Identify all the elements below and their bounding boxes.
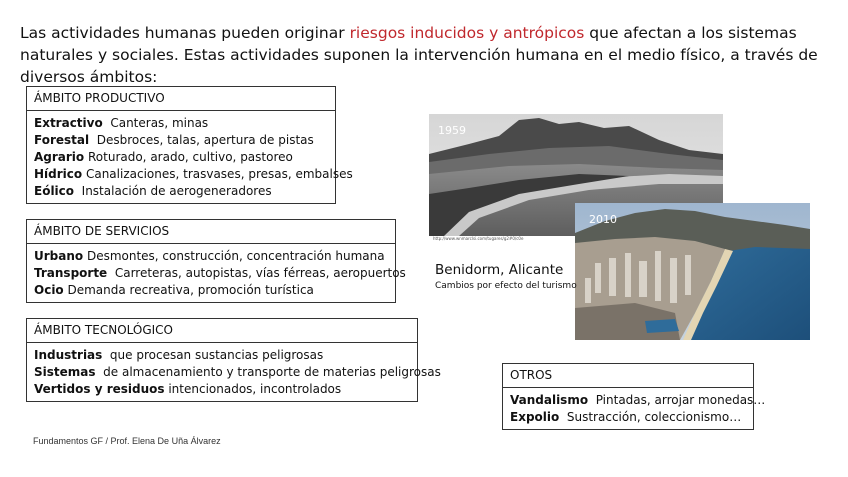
list-item: Transporte Carreteras, autopistas, vías férreas, aeropuertos (34, 266, 406, 280)
photo-caption-subtitle: Cambios por efecto del turismo (435, 281, 577, 291)
box-productivo (26, 86, 353, 204)
box-servicios (26, 219, 406, 303)
list-item: Vandalismo Pintadas, arrojar monedas… (510, 393, 766, 407)
list-item: Sistemas de almacenamiento y transporte de materias peligrosas (34, 365, 441, 379)
photo-caption-title: Benidorm, Alicante (435, 262, 564, 278)
list-item: Ocio Demanda recreativa, promoción turística (34, 283, 314, 297)
list-item: Urbano Desmontes, construcción, concentración humana (34, 249, 385, 263)
box-title: ÁMBITO TECNOLÓGICO (27, 319, 417, 343)
list-item: Agrario Roturado, arado, cultivo, pastoreo (34, 150, 293, 164)
list-item: Industrias que procesan sustancias peligrosas (34, 348, 324, 362)
list-item: Forestal Desbroces, talas, apertura de pistas (34, 133, 314, 147)
intro-text-before: Las actividades humanas pueden originar (20, 24, 350, 42)
intro-highlight: riesgos inducidos y antrópicos (349, 24, 585, 42)
list-item: Expolio Sustracción, coleccionismo… (510, 410, 742, 424)
list-item: Vertidos y residuos intencionados, incontrolados (34, 382, 342, 396)
footer-credit: Fundamentos GF / Prof. Elena De Uña Álvarez (33, 436, 221, 446)
intro-paragraph (20, 22, 835, 88)
box-title: OTROS (503, 364, 753, 388)
list-item: Eólico Instalación de aerogeneradores (34, 184, 272, 198)
box-title: ÁMBITO PRODUCTIVO (27, 87, 335, 111)
list-item: Extractivo Canteras, minas (34, 116, 209, 130)
year-label-2010: 2010 (589, 213, 617, 226)
intro-text-after: que afectan a los sistemas naturales y sociales. Estas actividades suponen la intervención humana en el medio físico, a través de diversos ámbitos: (20, 24, 818, 86)
year-label-1959: 1959 (438, 124, 466, 137)
box-otros (502, 363, 766, 430)
list-item: Hídrico Canalizaciones, trasvases, presas, embalses (34, 167, 353, 181)
photo-source-url: http://www.wnmarclsi.com/tugares/g2#0/c0e (433, 236, 524, 241)
box-title: ÁMBITO DE SERVICIOS (27, 220, 395, 244)
box-tecnologico (26, 318, 441, 402)
benidorm-2010-photo (575, 203, 810, 340)
